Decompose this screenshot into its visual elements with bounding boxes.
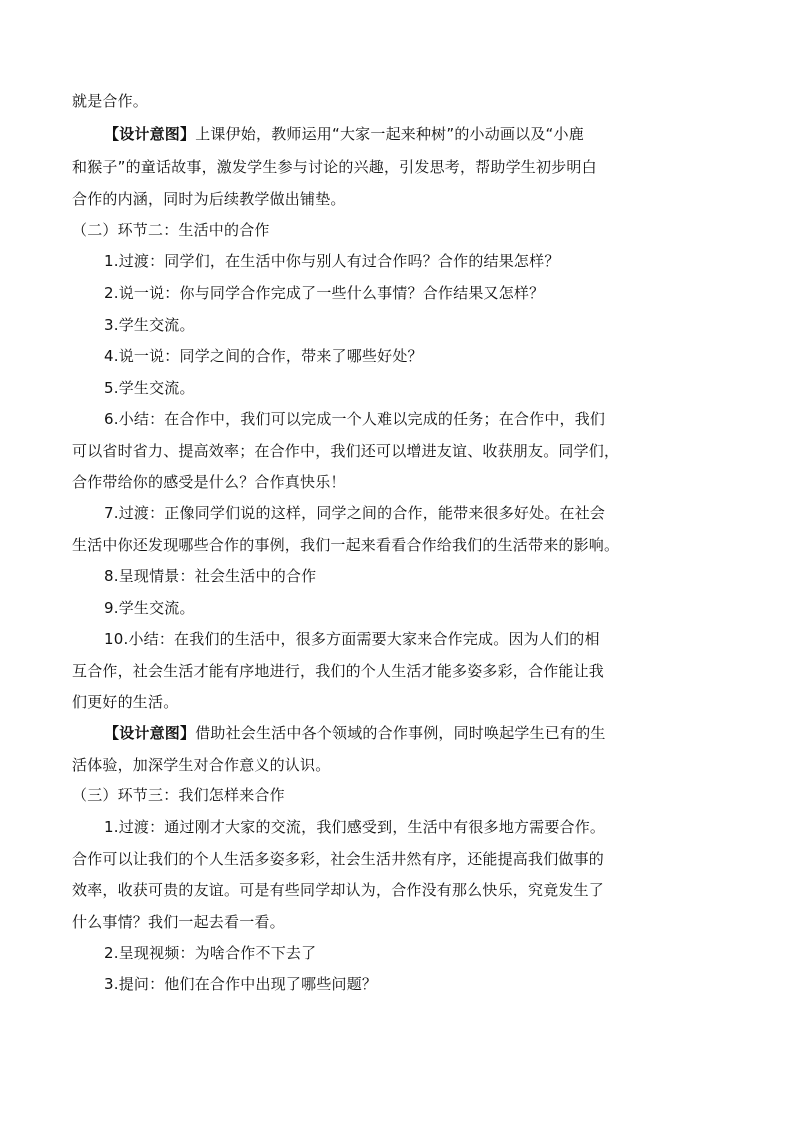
list-item: 2.说一说：你与同学合作完成了一些什么事情？合作结果又怎样？ [104,284,545,302]
list-item: 3.提问：他们在合作中出现了哪些问题？ [104,975,378,993]
list-item: 6.小结：在合作中，我们可以完成一个人难以完成的任务；在合作中，我们 [104,410,606,428]
design-intent-label: 【设计意图】 [104,724,196,742]
paragraph-line: 合作可以让我们的个人生活多姿多彩，社会生活井然有序，还能提高我们做事的 [72,850,605,868]
paragraph-line: 和猴子”的童话故事，激发学生参与讨论的兴趣，引发思考，帮助学生初步明白 [72,158,597,176]
paragraph-line: 们更好的生活。 [72,693,179,711]
list-item: 2.呈现视频：为啥合作不下去了 [104,944,317,962]
design-intent-text: 借助社会生活中各个领域的合作事例，同时唤起学生已有的生 [195,724,606,742]
list-item: 3.学生交流。 [104,316,195,334]
paragraph-line: 合作的内涵，同时为后续教学做出铺垫。 [72,190,346,208]
design-intent-text: 上课伊始，教师运用“大家一起来种树”的小动画以及“小鹿 [195,125,584,143]
list-item: 1.过渡：同学们，在生活中你与别人有过合作吗？合作的结果怎样？ [104,252,560,270]
list-item: 8.呈现情景：社会生活中的合作 [104,567,317,585]
list-item: 5.学生交流。 [104,379,195,397]
paragraph-line: 合作带给你的感受是什么？合作真快乐！ [72,473,346,491]
paragraph-line: 互合作，社会生活才能有序地进行，我们的个人生活才能多姿多彩，合作能让我 [72,662,605,680]
paragraph-line: 生活中你还发现哪些合作的事例，我们一起来看看合作给我们的生活带来的影响。 [72,536,620,554]
paragraph-line: 效率，收获可贵的友谊。可是有些同学却认为，合作没有那么快乐，究竟发生了 [72,881,605,899]
paragraph-line: 可以省时省力、提高效率；在合作中，我们还可以增进友谊、收获朋友。同学们， [72,442,620,460]
list-item: 1.过渡：通过刚才大家的交流，我们感受到，生活中有很多地方需要合作。 [104,818,606,836]
list-item: 4.说一说：同学之间的合作，带来了哪些好处？ [104,347,423,365]
design-intent-line [104,123,584,145]
list-item: 9.学生交流。 [104,599,195,617]
design-intent-label: 【设计意图】 [104,125,196,143]
section-heading: （二）环节二：生活中的合作 [72,221,270,239]
list-item: 10.小结：在我们的生活中，很多方面需要大家来合作完成。因为人们的相 [104,630,600,648]
design-intent-line [104,722,606,744]
list-item: 7.过渡：正像同学们说的这样，同学之间的合作，能带来很多好处。在社会 [104,504,606,522]
paragraph-line: 什么事情？我们一起去看一看。 [72,913,285,931]
paragraph-line: 活体验，加深学生对合作意义的认识。 [72,756,331,774]
paragraph-line: 就是合作。 [72,92,149,110]
section-heading: （三）环节三：我们怎样来合作 [72,786,285,804]
